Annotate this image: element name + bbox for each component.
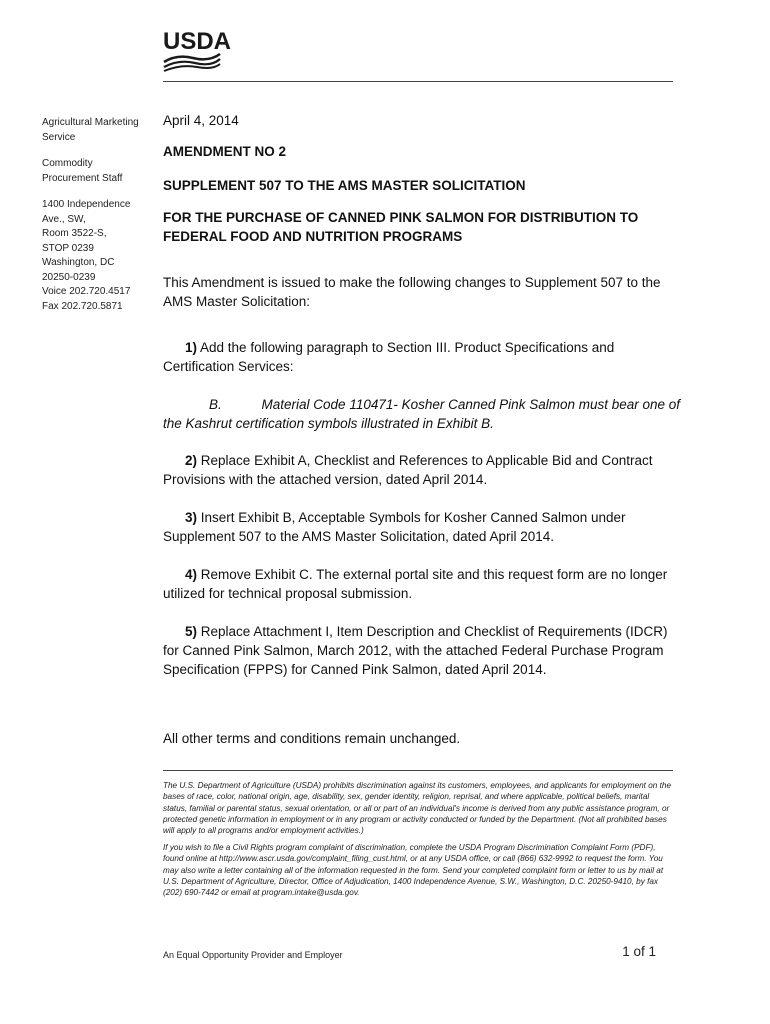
address-line: Ave., SW,: [42, 213, 86, 225]
item-number: 3): [185, 510, 198, 525]
change-item: [163, 565, 683, 603]
address-line: STOP 0239: [42, 242, 94, 254]
address-line: Room 3522-S,: [42, 228, 107, 239]
change-item: [163, 622, 683, 679]
address-line: Washington, DC: [42, 257, 115, 268]
header-rule: [163, 81, 673, 82]
item-text: Remove Exhibit C. The external portal site and this request form are no longer utilized for technical proposal submission.: [163, 567, 668, 601]
page-number: 1 of 1: [622, 944, 656, 959]
letter-date: April 4, 2014: [163, 113, 239, 128]
usda-logo-graphic: [163, 28, 232, 72]
usda-logo: [163, 28, 232, 72]
equal-opportunity-footer: An Equal Opportunity Provider and Employer: [163, 950, 343, 960]
change-item: [163, 508, 683, 546]
intro-paragraph: This Amendment is issued to make the following changes to Supplement 507 to the AMS Master Solicitation:: [163, 275, 661, 309]
item-text: Replace Attachment I, Item Description and Checklist of Requirements (IDCR) for Canned Pink Salmon, March 2012, with the attached Federal Purchase Program Specification (FPPS) for Canned Pink Salmon, dated April 2014.: [163, 624, 668, 677]
footer-rule: [163, 770, 673, 771]
sub-item-b: [163, 395, 683, 433]
address-line: 20250-0239: [42, 271, 96, 283]
item-text: Insert Exhibit B, Acceptable Symbols for Kosher Canned Salmon under Supplement 507 to the AMS Master Solicitation, dated April 2014.: [163, 510, 626, 544]
item-number: 4): [185, 567, 198, 582]
address-line: Voice 202.720.4517: [42, 286, 131, 297]
amendment-title: AMENDMENT NO 2: [163, 144, 287, 159]
item-number: 5): [185, 624, 198, 639]
sidebar-address: [42, 198, 152, 314]
sub-item-text: Material Code 110471- Kosher Canned Pink Salmon must bear one of the Kashrut certification symbols illustrated in Exhibit B.: [163, 397, 681, 431]
item-text: Add the following paragraph to Section III. Product Specifications and Certification Services:: [163, 340, 615, 374]
change-item: [163, 338, 683, 376]
purpose-title: FOR THE PURCHASE OF CANNED PINK SALMON FOR DISTRIBUTION TO FEDERAL FOOD AND NUTRITION PROGRAMS: [163, 210, 639, 244]
sidebar-division: Commodity Procurement Staff: [42, 158, 123, 184]
letterhead-sidebar: [42, 116, 152, 314]
closing-paragraph: All other terms and conditions remain unchanged.: [163, 731, 461, 746]
usda-logo-text: USDA: [163, 28, 232, 55]
address-line: Fax 202.720.5871: [42, 300, 123, 312]
sidebar-org: Agricultural Marketing Service: [42, 117, 139, 143]
nondiscrimination-statement: The U.S. Department of Agriculture (USDA) prohibits discrimination against its customers, employees, and applicants for employment on the bases of race, color, national origin, age, disability, sex, gender identity, religion, reprisal, and where applicable, political beliefs, marital status, familial or parental status, sexual orientation, or all or part of an individual's income is derived from any public assistance program, or protected genetic information in employment or in any program or activity conducted or funded by the Department. (Not all prohibited bases will apply to all programs and/or employment activities.): [163, 781, 672, 836]
change-item: [163, 451, 683, 489]
item-text: Replace Exhibit A, Checklist and References to Applicable Bid and Contract Provisions with the attached version, dated April 2014.: [163, 453, 653, 487]
supplement-title: SUPPLEMENT 507 TO THE AMS MASTER SOLICITATION: [163, 178, 526, 193]
item-number: 1): [185, 340, 198, 355]
complaint-statement: If you wish to file a Civil Rights program complaint of discrimination, complete the USDA Program Discrimination Complaint Form (PDF), found online at http://www.ascr.usda.gov/complaint_filing_cust.html, or at any USDA office, or call (866) 632-9992 to request the form. You may also write a letter containing all of the information requested in the form. Send your completed complaint form or letter to us by mail at U.S. Department of Agriculture, Director, Office of Adjudication, 1400 Independence Avenue, S.W., Washington, D.C. 20250-9410, by fax (202) 690-7442 or email at program.intake@usda.gov.: [163, 843, 664, 898]
address-line: 1400 Independence: [42, 199, 131, 210]
item-number: 2): [185, 453, 198, 468]
sub-item-label: B.: [209, 397, 222, 412]
